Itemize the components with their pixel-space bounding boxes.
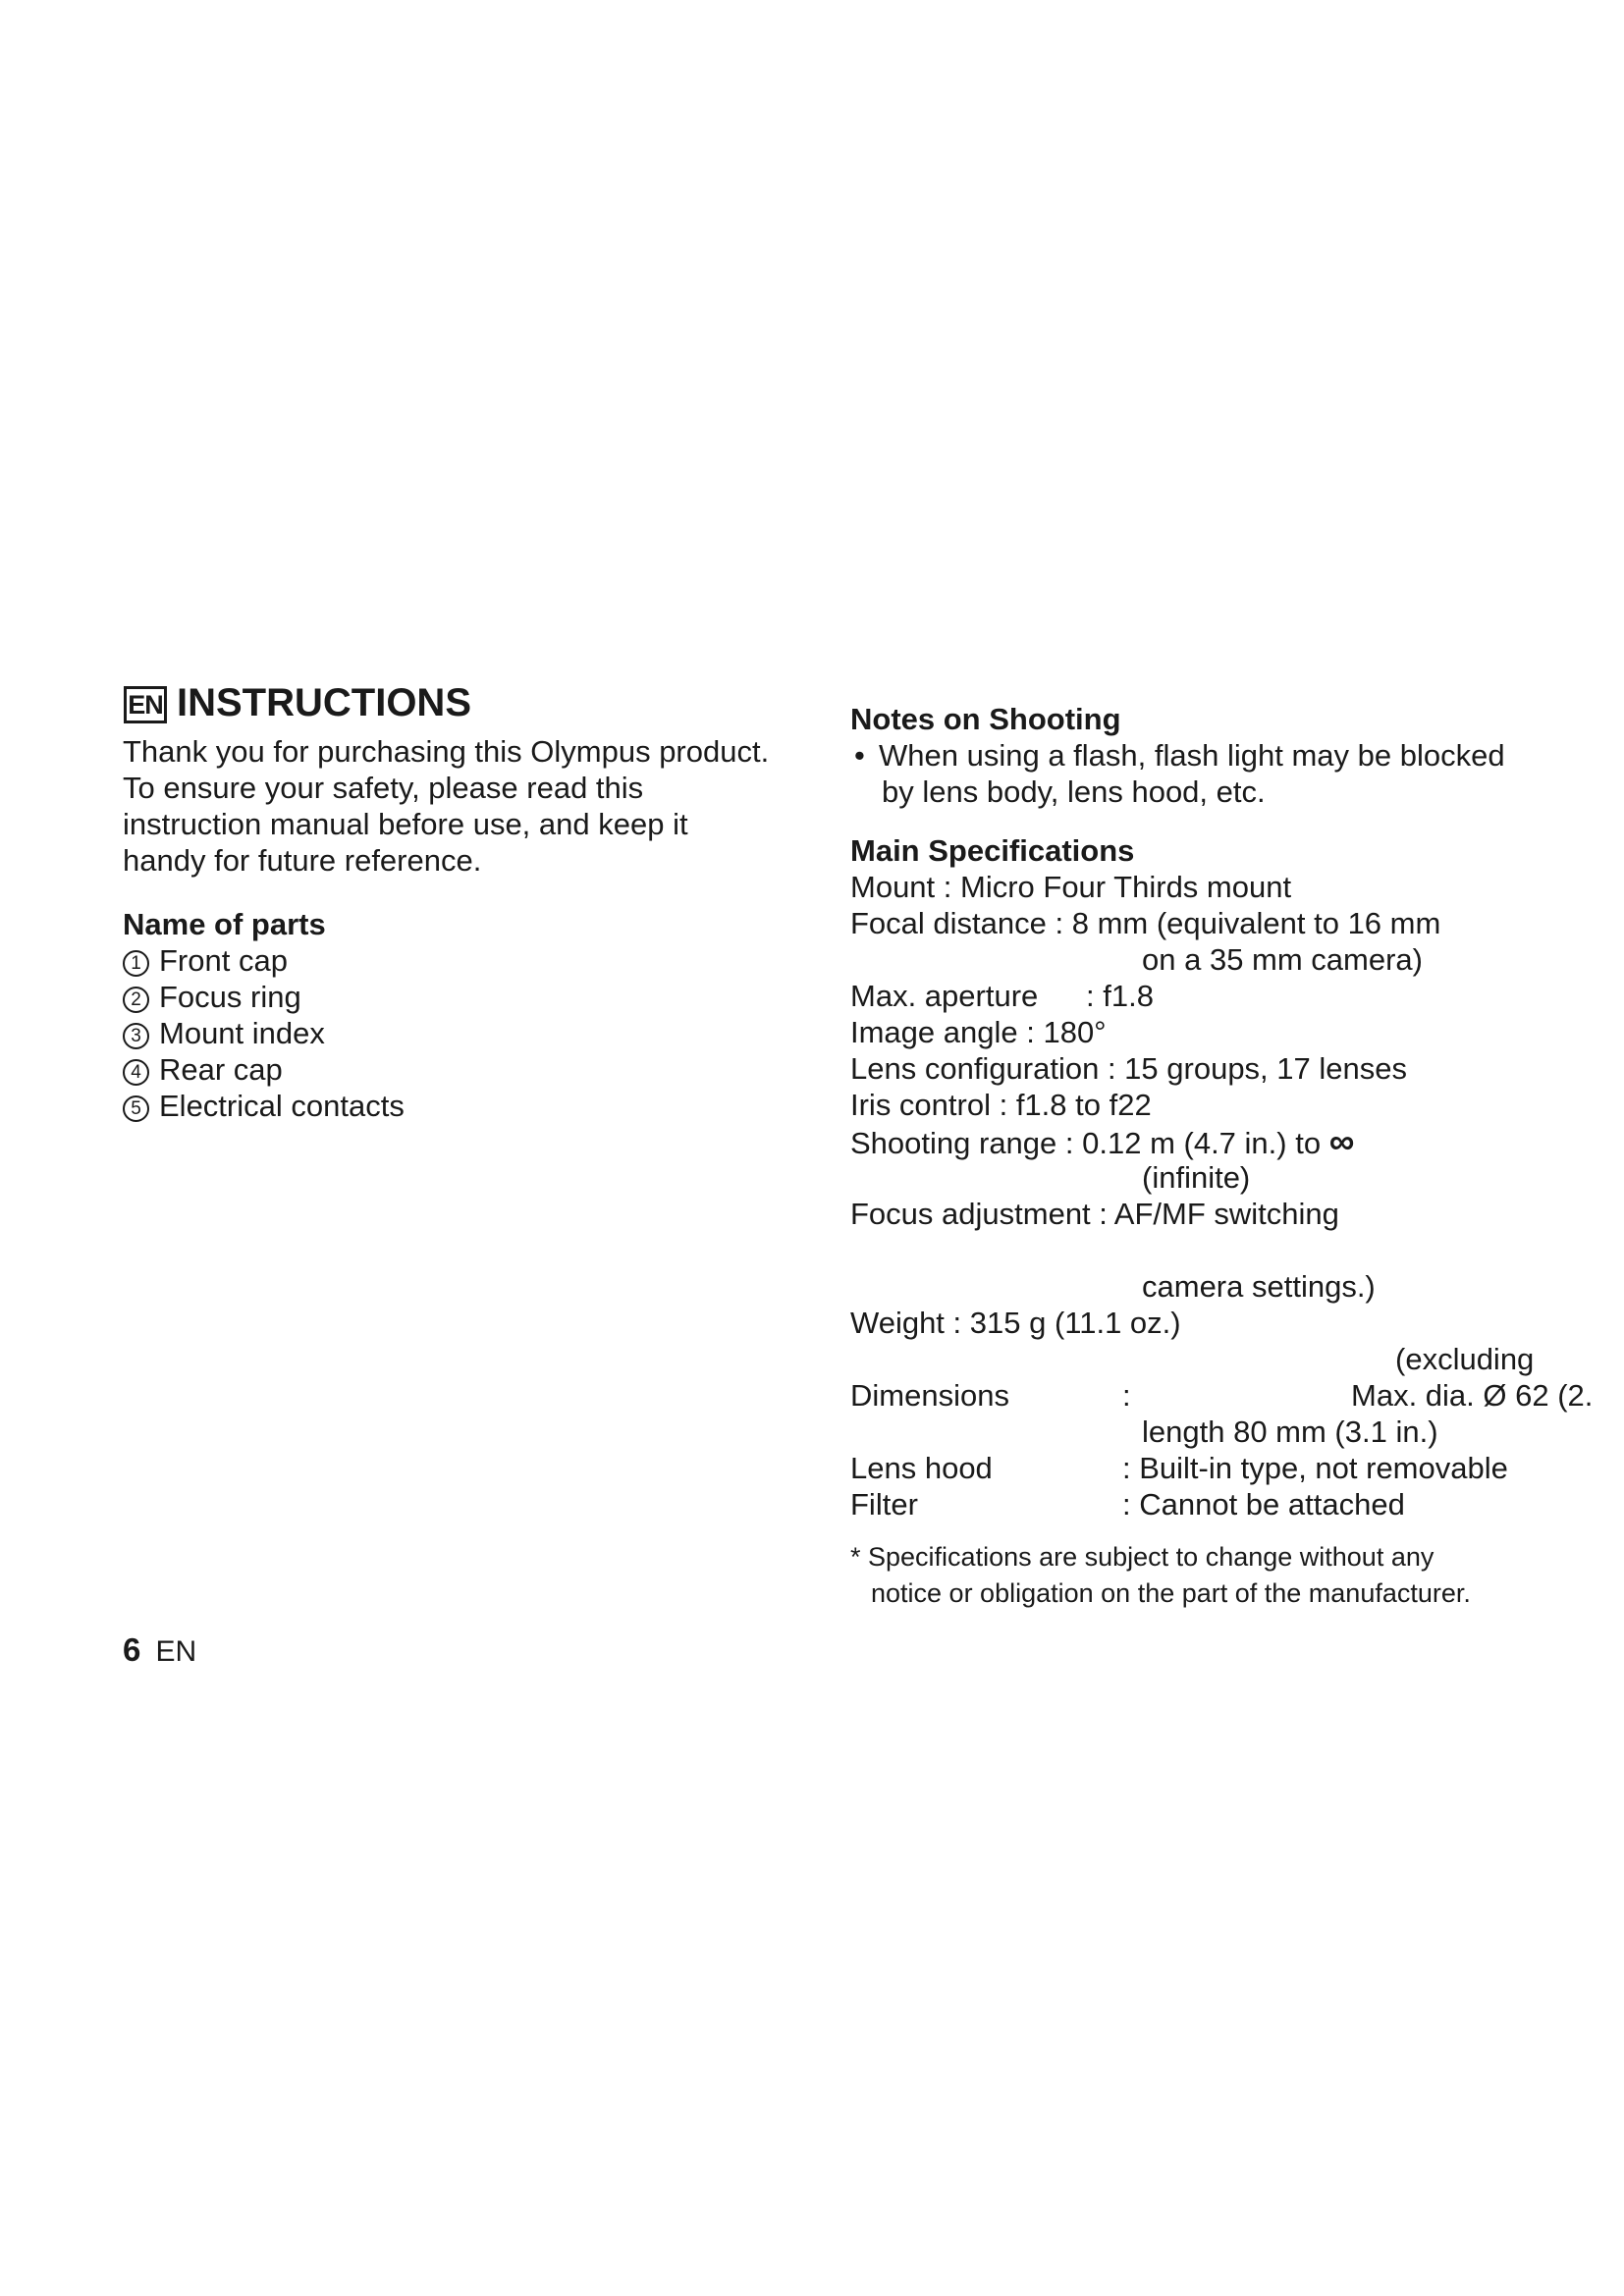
part-label: Focus ring <box>159 980 301 1014</box>
spec-dimensions-length: length 80 mm (3.1 in.) <box>1142 1415 1438 1449</box>
spec-aperture-label: Max. aperture <box>850 979 1039 1013</box>
spec-filter-label: Filter <box>850 1487 918 1522</box>
part-number-circle: 4 <box>123 1059 149 1086</box>
notes-heading: Notes on Shooting <box>850 702 1121 736</box>
part-item <box>123 1051 283 1088</box>
specs-heading: Main Specifications <box>850 833 1135 868</box>
spec-dimensions-label: Dimensions <box>850 1378 1009 1413</box>
spec-focus-adjustment: Focus adjustment : AF/MF switching <box>850 1197 1339 1231</box>
page-footer <box>123 1631 196 1671</box>
spec-filter-value: : Cannot be attached <box>1122 1487 1405 1522</box>
intro-line-3: instruction manual before use, and keep it <box>123 807 688 841</box>
part-label: Mount index <box>159 1016 325 1050</box>
part-item <box>123 1088 405 1124</box>
spec-lens-hood-value: : Built-in type, not removable <box>1122 1451 1508 1485</box>
infinity-icon: ∞ <box>1328 1121 1355 1161</box>
notes-line-1: When using a flash, flash light may be blocked <box>879 738 1505 773</box>
part-label: Front cap <box>159 943 288 978</box>
intro-line-2: To ensure your safety, please read this <box>123 771 644 805</box>
spec-image-angle: Image angle : 180° <box>850 1015 1107 1049</box>
spec-shooting-range-text: Shooting range : 0.12 m (4.7 in.) to <box>850 1126 1322 1160</box>
part-label: Electrical contacts <box>159 1089 405 1123</box>
part-number-circle: 1 <box>123 950 149 977</box>
spec-aperture-value: : f1.8 <box>1086 979 1154 1013</box>
spec-dimensions-value: Max. dia. Ø 62 (2. <box>1351 1378 1594 1413</box>
spec-lens-configuration: Lens configuration : 15 groups, 17 lenses <box>850 1051 1407 1086</box>
spec-shooting-range-cont: (infinite) <box>1142 1160 1251 1195</box>
footnote-line-2: notice or obligation on the part of the manufacturer. <box>871 1578 1471 1608</box>
part-item <box>123 1015 325 1051</box>
part-item <box>123 942 288 979</box>
parts-heading: Name of parts <box>123 907 326 941</box>
part-number-circle: 3 <box>123 1023 149 1049</box>
page-number: 6 <box>123 1631 141 1668</box>
footnote-line-1: * Specifications are subject to change without any <box>850 1542 1435 1572</box>
page-language: EN <box>155 1635 197 1668</box>
spec-weight: Weight : 315 g (11.1 oz.) <box>850 1306 1181 1340</box>
intro-line-1: Thank you for purchasing this Olympus product. <box>123 734 770 769</box>
spec-focus-adjustment-cont: camera settings.) <box>1142 1269 1376 1304</box>
spec-iris-control: Iris control : f1.8 to f22 <box>850 1088 1152 1122</box>
notes-bullet: • <box>854 738 865 773</box>
spec-shooting-range <box>850 1123 1354 1161</box>
notes-line-2: by lens body, lens hood, etc. <box>882 774 1266 809</box>
part-label: Rear cap <box>159 1052 283 1087</box>
part-number-circle: 2 <box>123 987 149 1013</box>
spec-mount: Mount : Micro Four Thirds mount <box>850 870 1292 904</box>
spec-dimensions-note: (excluding <box>1395 1342 1535 1376</box>
spec-dimensions-colon: : <box>1122 1378 1131 1413</box>
en-language-badge: EN <box>124 686 167 723</box>
part-item <box>123 979 301 1015</box>
intro-line-4: handy for future reference. <box>123 843 482 878</box>
spec-focal-distance-cont: on a 35 mm camera) <box>1142 942 1423 977</box>
part-number-circle: 5 <box>123 1095 149 1122</box>
spec-lens-hood-label: Lens hood <box>850 1451 993 1485</box>
spec-focal-distance: Focal distance : 8 mm (equivalent to 16 mm <box>850 906 1441 940</box>
page-title: INSTRUCTIONS <box>177 681 471 724</box>
